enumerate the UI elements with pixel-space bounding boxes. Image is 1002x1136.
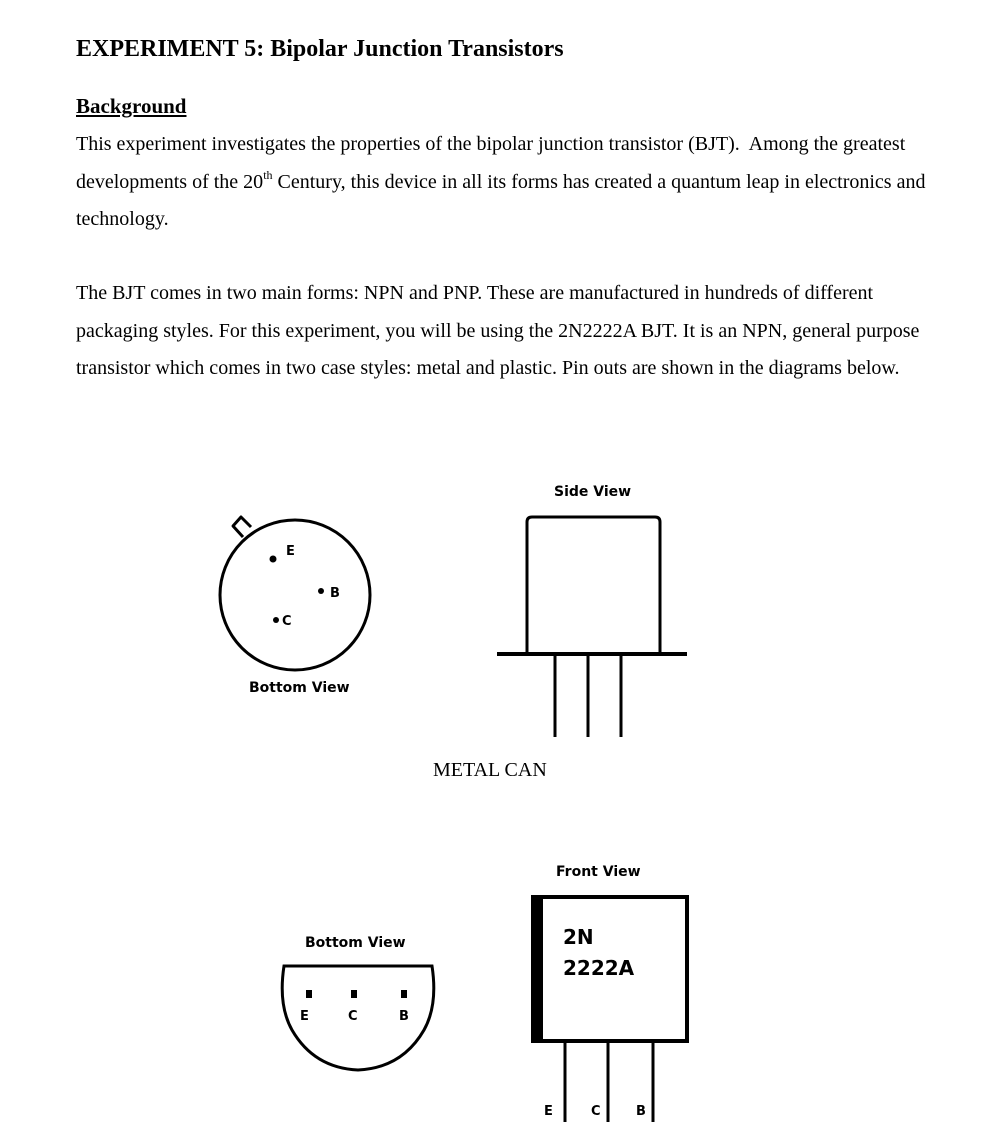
plastic-front-view-label: Front View xyxy=(556,864,641,880)
part-number-line-2: 2222A xyxy=(563,956,635,980)
plastic-front-pin-label-c: C xyxy=(591,1104,601,1119)
metal-can-bottom-view xyxy=(220,517,370,696)
emitter-pin-label: E xyxy=(286,544,295,559)
plastic-front-pin-label-e: E xyxy=(544,1104,553,1119)
plastic-pin-b-marker xyxy=(401,990,407,998)
paragraph-1-superscript: th xyxy=(263,167,273,182)
metal-can-side-view xyxy=(497,484,687,737)
part-number-line-1: 2N xyxy=(563,925,594,949)
plastic-pin-c-marker xyxy=(351,990,357,998)
collector-pin-label: C xyxy=(282,614,292,629)
metal-can-bottom-view-label: Bottom View xyxy=(249,680,350,696)
plastic-bottom-pin-label-b: B xyxy=(399,1009,409,1024)
metal-can-tab-marker xyxy=(233,517,251,537)
plastic-bottom-pin-label-e: E xyxy=(300,1009,309,1024)
metal-can-side-view-label: Side View xyxy=(554,484,632,500)
base-pin-label: B xyxy=(330,586,340,601)
plastic-bottom-view-label: Bottom View xyxy=(305,935,406,951)
section-heading-background: Background xyxy=(76,94,187,118)
background-paragraph-2: The BJT comes in two main forms: NPN and PNP. These are manufactured in hundreds of different packaging styles. For this experiment, you will be using the 2N2222A BJT. It is an NPN, general purpose transistor which comes in two case styles: metal and plastic. Pin outs are shown in the diagrams below. xyxy=(76,282,920,379)
base-pin-dot xyxy=(318,588,324,594)
plastic-pin-e-marker xyxy=(306,990,312,998)
document-title: EXPERIMENT 5: Bipolar Junction Transistors xyxy=(76,36,564,62)
metal-can-side-body xyxy=(527,517,660,652)
plastic-front-pin-label-b: B xyxy=(636,1104,646,1119)
plastic-front-view xyxy=(533,864,687,1122)
plastic-bottom-pin-label-c: C xyxy=(348,1009,358,1024)
plastic-bottom-view xyxy=(282,935,434,1070)
metal-can-caption: METAL CAN xyxy=(433,759,547,781)
collector-pin-dot xyxy=(273,617,279,623)
paragraph-1-text-end: Century, this device in all its forms has created a quantum leap in electronics and technology. xyxy=(76,170,931,230)
metal-can-body-outline xyxy=(220,520,370,670)
plastic-front-edge xyxy=(533,897,543,1041)
paragraph-1-text-start: This experiment investigates the properties of the bipolar junction transistor (BJT). Among the greatest developments of the 20 xyxy=(76,133,911,193)
emitter-pin-dot xyxy=(270,556,277,563)
